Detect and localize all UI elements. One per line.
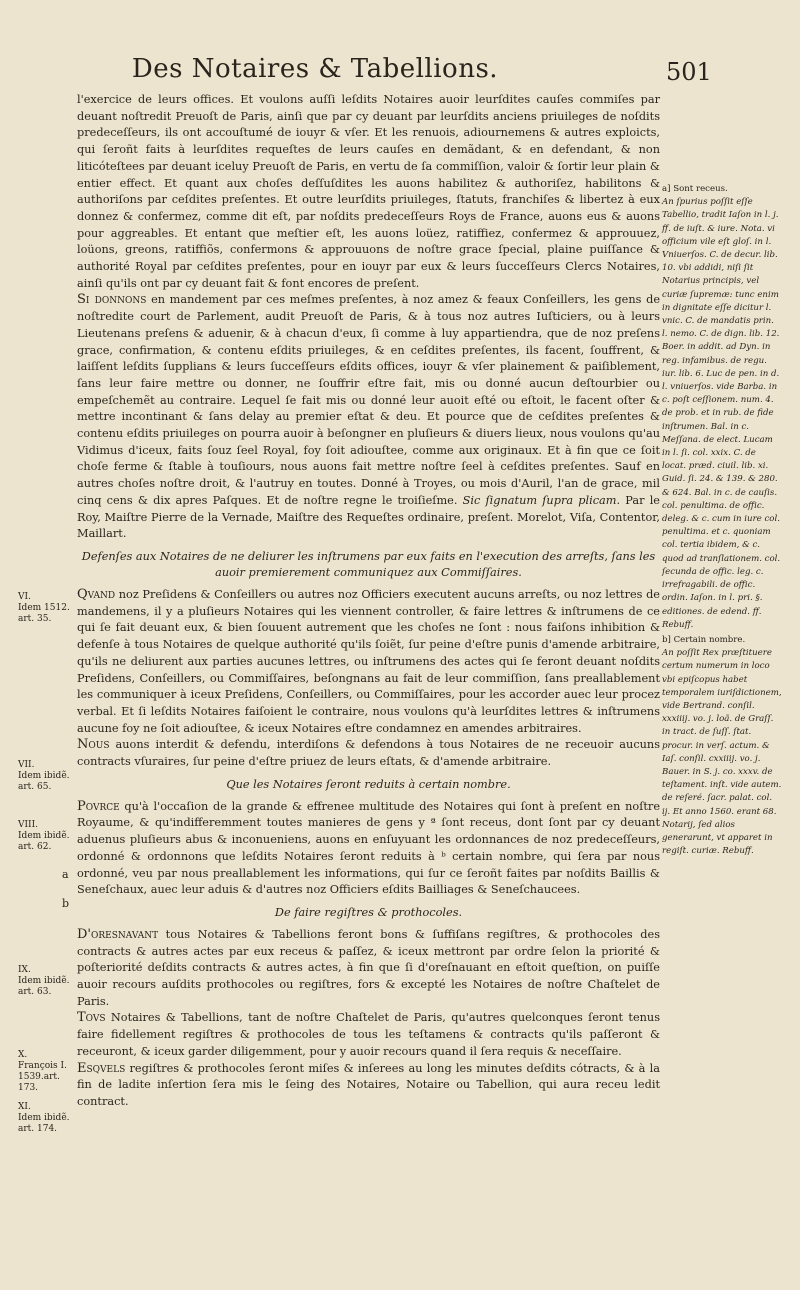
note-a-heading: a] Sont receus. bbox=[662, 184, 728, 194]
margin-note-x: X. François I. 1539.art. 173. bbox=[18, 1050, 67, 1093]
marginal-annotations bbox=[662, 183, 782, 858]
margin-note-ix: IX. Idem ibidẽ. art. 63. bbox=[18, 965, 70, 997]
paragraph-mandate: Si donnons en mandement par ces meſmes preſentes, à noz amez & feaux Conſeillers, les gens de noſtredite court de Parlement, audit Preuoſt de Paris, & à tous noz autres Iuſticiers, ou à leurs Lieutenans preſens & aduenir, & à chacun d'eux, ſi comme à luy appartiendra, que de noz preſens grace, confirmation, & contenu eſdits priuileges, & en ceſdites preſentes, ils facent, ſouffrent, & laiſſent leſdits ſupplians & leurs ſucceſſeurs eſdits offices, iouyr & vſer plainement & paiſiblement, ſans leur faire mettre ou donner, ne ſouffrir eſtre fait, mis ou donné aucun deſtourbier ou empeſchemẽt au contraire. Lequel ſe fait mis ou donné leur auoit eſté ou eſtoit, le facent oſter & mettre incontinant & ſans delay au premier eſtat & deu. Et pource que de ceſdites preſentes & contenu eſdits priuileges on pourra auoir à beſongner en pluſieurs & diuers lieux, nous voulons qu'au Vidimus d'iceux, faits ſouz ſeel Royal, foy ſoit adiouſtee, comme aux originaux. Et à fin que ce ſoit choſe ferme & ſtable à touſiours, nous auons fait mettre noſtre ſeel à ceſdites preſentes. Sauf en autres choſes noſtre droit, & l'autruy en toutes. Donné à Troyes, ou mois d'Auril, l'an de grace, mil cinq cens & dix apres Paſques. Et de noſtre regne le troiſieſme. Sic ſignatum ſupra plicam. Par le Roy, Maiſtre Pierre de la Vernade, Maiſtre des Requeſtes ordinaire, preſent. Morelot, Viſa, Contentor, Maillart. bbox=[77, 292, 661, 541]
section-heading-registers: De faire regiſtres & prothocoles. bbox=[274, 905, 463, 919]
section-heading-reduction: Que les Notaires ſeront reduits à certain nombre. bbox=[226, 777, 511, 791]
margin-note-xi: XI. Idem ibidẽ. art. 174. bbox=[18, 1102, 70, 1134]
section-heading-defenses: Defenſes aux Notaires de ne deliurer les inſtrumens par eux faits en l'execution des arreſts, ſans les auoir premierement communiquez aux Commiſſaires. bbox=[81, 549, 656, 579]
paragraph-article-vi: Qvand noz Preſidens & Conſeillers ou autres noz Officiers executent aucuns arreſts, ou noz lettres de mandemens, il y a pluſieurs Notaires qui les viennent controller, & faire lettres & inſtrumens de ce qui ſe fait deuant eux, & bien ſouuent autrement que les choſes ne ſont : nous faiſons inhibition & defenſe à tous Notaires de quelque authorité qu'ils ſoiẽt, ſur peine d'eſtre punis d'amende arbitraire, qu'ils ne deliurent aux parties aucunes lettres, ou inſtrumens des actes qui ſe feront deuant noſdits Preſidens, Conſeillers, ou Commiſſaires, beſongnans au fait de leur commiſſion, ſans preallablement les communiquer à iceux Preſidens, Conſeillers, ou Commiſſaires, pour les accorder auec leur procez verbal. Et ſi leſdits Notaires faiſoient le contraire, nous voulons qu'à leurſdites lettres & inſtrumens aucune foy ne ſoit adiouſtee, & iceux Notaires eſtre condamnez en amendes arbitraires. bbox=[77, 586, 660, 735]
paragraph-article-ix: D'oresnavant tous Notaires & Tabellions feront bons & ſuffiſans regiſtres, & prothocoles des contracts & autres actes par eux receus & paſſez, & iceux mettront par ordre ſelon la priorité & poſteriorité deſdits contracts & autres actes, à fin que ſi d'oreſnauant en eſtoit queſtion, on puiſſe auoir recours auſdits prothocoles ou regiſtres, fors & excepté les Notaires de noſtre Chaſtelet de Paris. bbox=[77, 926, 660, 1008]
page-number: 501 bbox=[666, 58, 712, 86]
margin-mark-b: b bbox=[62, 897, 70, 910]
note-b-heading: b] Certain nombre. bbox=[662, 634, 746, 645]
margin-note-vi: VI. Idem 1512. art. 35. bbox=[18, 592, 70, 624]
margin-mark-a: a bbox=[62, 868, 69, 881]
margin-note-viii: VIII. Idem ibidẽ. art. 62. bbox=[18, 820, 70, 852]
paragraph-article-xi: Esqvels regiſtres & prothocoles ſeront miſes & inſerees au long les minutes deſdits cótracts, & à la fin de ladite inſertion ſera mis le ſeing des Notaires, Notaire ou Tabellion, qui aura receu ledit contract. bbox=[77, 1060, 660, 1108]
paragraph-confirmation: l'exercice de leurs offices. Et voulons auſſi leſdits Notaires auoir leurſdites cauſes commiſes par deuant noſtredit Preuoſt de Paris, ainſi que par cy deuant par leurſdits anciens priuileges de noſdits predeceſſeurs, ils ont accouſtumé de iouyr & vſer. Et les renuois, adiournemens & autres exploicts, qui ſeroñt faits à leurſdites requeſtes de leurs cauſes en demãdant, & en defendant, & non liticóteſtees par deuant iceluy Preuoſt de Paris, en vertu de ſa commiſſion, valoir & ſortir leur plain & entier effect. Et quant aux choſes deſſuſdites les auons habilitez & authoriſez, habilitons & authoriſons par ceſdites preſentes. Et outre leurſdits priuileges, ſtatuts, franchiſes & libertez à eux donnez & confermez, comme dit eſt, par noſdits predeceſſeurs Roys de France, auons eus & auons pour aggreables. Et entant que meſtier eſt, les auons loüez, ratiffiez, confermez & approuuez, loüons, greons, ratiffiõs, confermons & approuuons de noſtre grace ſpecial, plaine puiſſance & authorité Royal par ceſdites preſentes, pour en iouyr par eux & leurs ſucceſſeurs Clercs Notaires, ainſi qu'ils ont par cy deuant fait & font encores de preſent. bbox=[77, 93, 660, 290]
main-text-column bbox=[77, 92, 660, 1111]
running-title: Des Notaires & Tabellions. bbox=[131, 54, 499, 84]
paragraph-article-x: Tovs Notaires & Tabellions, tant de noſtre Chaſtelet de Paris, qu'autres quelconques ſeront tenus faire fidellement regiſtres & prothocoles de tous les teſtamens & contracts qu'ils paſſeront & receuront, & iceux garder diligemment, pour y auoir recours quand il ſera requis & neceſſaire. bbox=[77, 1010, 660, 1058]
paragraph-article-vii: Nous auons interdit & defendu, interdiſons & defendons à tous Notaires de ne receuoir aucuns contracts vſuraires, ſur peine d'eſtre priuez de leurs eſtats, & d'amende arbitraire. bbox=[77, 737, 660, 769]
note-a-text: An ſpurius poſſit eſſe Tabellio, tradit Iaſon in l. j. ff. de iuſt. & iure. Nota. vi officium vile eſt gloſ. in l. Vniuerſos. C. de decur. lib. 10. vbi addidi, niſi ſit Notarius principis, vel curiæ ſupremæ: tunc enim in dignitate eſſe dicitur l. vnic. C. de mandatis prin. l. nemo. C. de dign. lib. 12. Boer. in addit. ad Dyn. in reg. infamibus. de regu. iur. lib. 6. Luc de pen. in d. l. vniuerſos. vide Barba. in c. poſt ceſſionem. num. 4. de prob. et in rub. de fide inſtrumen. Bal. in c. Meſſana. de elect. Lucam in l. ſi. col. xxix. C. de locat. præd. ciuil. lib. xi. Guid. ſi. 24. & 139. & 280. & 624. Bal. in c. de cauſis. col. penultima. de offic. deleg. & c. cum in iure col. penultima. et c. quoniam col. tertia ibidem, & c. quod ad tranſlationem. col. ſecunda de offic. leg. c. irrefragabili. de offic. ordin. Iaſon. in l. pri. §. editiones. de edend. ff. Rebuff. bbox=[662, 197, 781, 630]
margin-note-vii: VII. Idem ibidẽ. art. 65. bbox=[18, 760, 70, 792]
note-b-text: An poſſit Rex præſtituere certum numerum in loco vbi epiſcopus habet temporalem iuriſdictionem, vide Bertrand. conſil. xxxiiij. vo. j. loã. de Graſſ. in tract. de ſuſſ. ſtat. procur. in verſ. actum. & Iaſ. conſil. cxxiiij. vo. j. Bauer. in S. j. co. xxxv. de teſtament. inſt. vide autem. de reſeré. ſacr. palat. col. ij. Et anno 1560. erant 68. Notarij, ſed alios generarunt, vt apparet in regiſt. curiæ. Rebuff. bbox=[662, 648, 782, 857]
paragraph-article-viii: Povrce qu'à l'occaſion de la grande & effrenee multitude des Notaires qui ſont à preſent en noſtre Royaume, & qu'indifferemment toutes manieres de gens y ª ſont receus, dont ſont par cy deuant aduenus pluſieurs abus & inconueniens, auons en enſuyuant les ordonnances de noz predeceſſeurs, ordonné & ordonnons que leſdits Notaires ſeront reduits à ᵇ certain nombre, qui ſera par nous ordonné, veu par nous preallablement les informations, qui ſur ce ſeroñt faites par noſdits Baillis & Seneſchaux, auec leur aduis & d'autres noz Officiers eſdits Bailliages & Seneſchaucees. bbox=[77, 798, 660, 897]
